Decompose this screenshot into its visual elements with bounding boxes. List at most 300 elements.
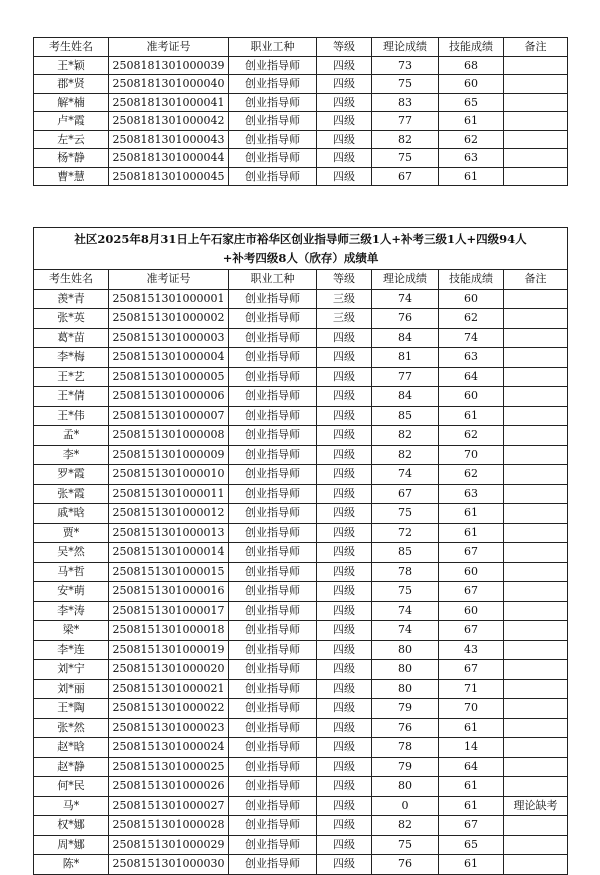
cell-level: 四级 [317, 56, 372, 75]
cell-occupation: 创业指导师 [229, 640, 317, 660]
cell-name: 何*民 [34, 777, 109, 797]
cell-skill-score: 74 [439, 328, 504, 348]
table-row [34, 328, 568, 348]
header-theory-score: 理论成绩 [372, 38, 439, 57]
cell-theory-score: 74 [372, 465, 439, 485]
cell-occupation: 创业指导师 [229, 406, 317, 426]
cell-name: 卢*霞 [34, 112, 109, 131]
header-occupation: 职业工种 [229, 270, 317, 290]
table-row [34, 149, 568, 168]
cell-level: 四级 [317, 484, 372, 504]
cell-level: 四级 [317, 465, 372, 485]
cell-exam-id: 2508151301000007 [109, 406, 229, 426]
cell-remark [504, 75, 568, 94]
cell-name: 张*英 [34, 309, 109, 329]
cell-remark [504, 348, 568, 368]
cell-exam-id: 2508151301000022 [109, 699, 229, 719]
cell-name: 张*然 [34, 718, 109, 738]
cell-occupation: 创业指导师 [229, 328, 317, 348]
cell-skill-score: 61 [439, 718, 504, 738]
cell-occupation: 创业指导师 [229, 738, 317, 758]
cell-skill-score: 60 [439, 75, 504, 94]
cell-skill-score: 70 [439, 699, 504, 719]
table-header-row [34, 38, 568, 57]
cell-skill-score: 63 [439, 348, 504, 368]
cell-exam-id: 2508151301000011 [109, 484, 229, 504]
cell-skill-score: 68 [439, 56, 504, 75]
cell-level: 四级 [317, 93, 372, 112]
cell-remark [504, 56, 568, 75]
cell-occupation: 创业指导师 [229, 679, 317, 699]
cell-skill-score: 65 [439, 93, 504, 112]
cell-skill-score: 67 [439, 660, 504, 680]
cell-remark [504, 738, 568, 758]
cell-exam-id: 2508151301000016 [109, 582, 229, 602]
cell-exam-id: 2508151301000012 [109, 504, 229, 524]
cell-exam-id: 2508151301000014 [109, 543, 229, 563]
cell-remark: 理论缺考 [504, 796, 568, 816]
cell-name: 马* [34, 796, 109, 816]
cell-remark [504, 601, 568, 621]
cell-exam-id: 2508151301000027 [109, 796, 229, 816]
cell-theory-score: 79 [372, 699, 439, 719]
cell-occupation: 创业指导师 [229, 149, 317, 168]
header-occupation: 职业工种 [229, 38, 317, 57]
section-title-line-1: 社区2025年8月31日上午石家庄市裕华区创业指导师三级1人+补考三级1人+四级94人 [74, 232, 527, 246]
cell-occupation: 创业指导师 [229, 112, 317, 131]
cell-remark [504, 757, 568, 777]
cell-skill-score: 60 [439, 387, 504, 407]
cell-remark [504, 387, 568, 407]
cell-skill-score: 61 [439, 855, 504, 875]
cell-theory-score: 74 [372, 289, 439, 309]
cell-remark [504, 562, 568, 582]
cell-remark [504, 660, 568, 680]
cell-level: 四级 [317, 640, 372, 660]
cell-level: 四级 [317, 367, 372, 387]
cell-name: 郡*贤 [34, 75, 109, 94]
header-level: 等级 [317, 38, 372, 57]
cell-skill-score: 62 [439, 426, 504, 446]
cell-theory-score: 82 [372, 445, 439, 465]
table-row [34, 855, 568, 875]
cell-level: 三级 [317, 309, 372, 329]
cell-remark [504, 167, 568, 186]
cell-exam-id: 2508151301000019 [109, 640, 229, 660]
cell-name: 杨*静 [34, 149, 109, 168]
cell-name: 罗*霞 [34, 465, 109, 485]
cell-name: 赵*晗 [34, 738, 109, 758]
cell-theory-score: 73 [372, 56, 439, 75]
cell-name: 刘*丽 [34, 679, 109, 699]
cell-level: 四级 [317, 816, 372, 836]
cell-skill-score: 61 [439, 504, 504, 524]
cell-name: 戚*晗 [34, 504, 109, 524]
cell-level: 四级 [317, 855, 372, 875]
table-row [34, 112, 568, 131]
cell-exam-id: 2508151301000028 [109, 816, 229, 836]
table-row [34, 543, 568, 563]
cell-level: 四级 [317, 426, 372, 446]
cell-skill-score: 43 [439, 640, 504, 660]
cell-level: 四级 [317, 167, 372, 186]
cell-remark [504, 835, 568, 855]
cell-name: 马*哲 [34, 562, 109, 582]
cell-name: 李*梅 [34, 348, 109, 368]
cell-theory-score: 81 [372, 348, 439, 368]
cell-occupation: 创业指导师 [229, 504, 317, 524]
table-row [34, 309, 568, 329]
cell-exam-id: 2508151301000026 [109, 777, 229, 797]
cell-exam-id: 2508151301000023 [109, 718, 229, 738]
cell-occupation: 创业指导师 [229, 387, 317, 407]
cell-theory-score: 85 [372, 406, 439, 426]
cell-theory-score: 77 [372, 367, 439, 387]
cell-remark [504, 367, 568, 387]
cell-level: 四级 [317, 835, 372, 855]
cell-remark [504, 484, 568, 504]
section-title [34, 228, 568, 270]
cell-remark [504, 289, 568, 309]
cell-remark [504, 149, 568, 168]
score-table-main [33, 227, 568, 875]
cell-name: 王*艺 [34, 367, 109, 387]
cell-remark [504, 621, 568, 641]
cell-theory-score: 78 [372, 738, 439, 758]
table-row [34, 504, 568, 524]
cell-exam-id: 2508151301000025 [109, 757, 229, 777]
table-row [34, 445, 568, 465]
cell-theory-score: 85 [372, 543, 439, 563]
cell-level: 四级 [317, 112, 372, 131]
cell-exam-id: 2508181301000045 [109, 167, 229, 186]
cell-remark [504, 699, 568, 719]
score-table-top [33, 37, 568, 186]
cell-skill-score: 64 [439, 757, 504, 777]
cell-exam-id: 2508151301000001 [109, 289, 229, 309]
cell-level: 四级 [317, 406, 372, 426]
cell-remark [504, 112, 568, 131]
cell-name: 李* [34, 445, 109, 465]
cell-theory-score: 76 [372, 855, 439, 875]
table-row [34, 387, 568, 407]
cell-exam-id: 2508151301000018 [109, 621, 229, 641]
table-row [34, 348, 568, 368]
header-name: 考生姓名 [34, 270, 109, 290]
cell-occupation: 创业指导师 [229, 367, 317, 387]
cell-exam-id: 2508181301000043 [109, 130, 229, 149]
cell-level: 四级 [317, 328, 372, 348]
cell-theory-score: 75 [372, 582, 439, 602]
table-row [34, 167, 568, 186]
table-row [34, 367, 568, 387]
cell-remark [504, 406, 568, 426]
cell-name: 贾* [34, 523, 109, 543]
cell-exam-id: 2508151301000004 [109, 348, 229, 368]
cell-exam-id: 2508151301000017 [109, 601, 229, 621]
cell-exam-id: 2508151301000020 [109, 660, 229, 680]
cell-occupation: 创业指导师 [229, 484, 317, 504]
cell-theory-score: 75 [372, 835, 439, 855]
cell-occupation: 创业指导师 [229, 309, 317, 329]
cell-name: 李*连 [34, 640, 109, 660]
cell-skill-score: 63 [439, 484, 504, 504]
cell-remark [504, 855, 568, 875]
cell-remark [504, 582, 568, 602]
cell-name: 梁* [34, 621, 109, 641]
cell-name: 解*楠 [34, 93, 109, 112]
cell-occupation: 创业指导师 [229, 777, 317, 797]
cell-level: 四级 [317, 679, 372, 699]
cell-occupation: 创业指导师 [229, 167, 317, 186]
cell-exam-id: 2508181301000039 [109, 56, 229, 75]
cell-level: 四级 [317, 582, 372, 602]
cell-theory-score: 80 [372, 660, 439, 680]
cell-occupation: 创业指导师 [229, 75, 317, 94]
table-row [34, 582, 568, 602]
table-row [34, 660, 568, 680]
cell-level: 四级 [317, 75, 372, 94]
cell-occupation: 创业指导师 [229, 582, 317, 602]
cell-exam-id: 2508181301000041 [109, 93, 229, 112]
cell-exam-id: 2508151301000030 [109, 855, 229, 875]
cell-theory-score: 83 [372, 93, 439, 112]
table-row [34, 718, 568, 738]
cell-exam-id: 2508151301000024 [109, 738, 229, 758]
cell-theory-score: 82 [372, 130, 439, 149]
cell-level: 四级 [317, 718, 372, 738]
cell-level: 四级 [317, 757, 372, 777]
header-level: 等级 [317, 270, 372, 290]
cell-occupation: 创业指导师 [229, 601, 317, 621]
cell-exam-id: 2508151301000006 [109, 387, 229, 407]
cell-remark [504, 426, 568, 446]
cell-occupation: 创业指导师 [229, 796, 317, 816]
cell-level: 四级 [317, 387, 372, 407]
cell-name: 左*云 [34, 130, 109, 149]
cell-occupation: 创业指导师 [229, 426, 317, 446]
cell-theory-score: 72 [372, 523, 439, 543]
cell-name: 曹*慧 [34, 167, 109, 186]
table-row [34, 777, 568, 797]
cell-theory-score: 74 [372, 601, 439, 621]
cell-theory-score: 0 [372, 796, 439, 816]
table-row [34, 406, 568, 426]
cell-exam-id: 2508151301000005 [109, 367, 229, 387]
cell-level: 四级 [317, 738, 372, 758]
cell-exam-id: 2508151301000003 [109, 328, 229, 348]
cell-occupation: 创业指导师 [229, 445, 317, 465]
cell-occupation: 创业指导师 [229, 835, 317, 855]
cell-occupation: 创业指导师 [229, 523, 317, 543]
table-row [34, 523, 568, 543]
cell-theory-score: 75 [372, 75, 439, 94]
cell-occupation: 创业指导师 [229, 289, 317, 309]
cell-remark [504, 328, 568, 348]
cell-level: 四级 [317, 445, 372, 465]
table-row [34, 679, 568, 699]
cell-occupation: 创业指导师 [229, 816, 317, 836]
table-row [34, 835, 568, 855]
cell-name: 羡*青 [34, 289, 109, 309]
cell-name: 陈* [34, 855, 109, 875]
cell-occupation: 创业指导师 [229, 562, 317, 582]
table-row [34, 93, 568, 112]
cell-skill-score: 67 [439, 816, 504, 836]
cell-exam-id: 2508151301000029 [109, 835, 229, 855]
cell-occupation: 创业指导师 [229, 465, 317, 485]
cell-remark [504, 523, 568, 543]
cell-theory-score: 74 [372, 621, 439, 641]
cell-exam-id: 2508151301000010 [109, 465, 229, 485]
cell-skill-score: 62 [439, 465, 504, 485]
table-row [34, 484, 568, 504]
table-row [34, 562, 568, 582]
cell-skill-score: 63 [439, 149, 504, 168]
cell-skill-score: 65 [439, 835, 504, 855]
cell-skill-score: 61 [439, 777, 504, 797]
cell-theory-score: 84 [372, 387, 439, 407]
cell-name: 王*颖 [34, 56, 109, 75]
cell-occupation: 创业指导师 [229, 543, 317, 563]
cell-skill-score: 62 [439, 130, 504, 149]
cell-exam-id: 2508151301000009 [109, 445, 229, 465]
cell-name: 安*萌 [34, 582, 109, 602]
cell-occupation: 创业指导师 [229, 621, 317, 641]
cell-level: 四级 [317, 601, 372, 621]
cell-occupation: 创业指导师 [229, 718, 317, 738]
cell-remark [504, 777, 568, 797]
cell-remark [504, 543, 568, 563]
table-header-row [34, 270, 568, 290]
cell-name: 吴*然 [34, 543, 109, 563]
cell-theory-score: 77 [372, 112, 439, 131]
table-row [34, 816, 568, 836]
cell-exam-id: 2508181301000042 [109, 112, 229, 131]
cell-skill-score: 61 [439, 167, 504, 186]
cell-theory-score: 67 [372, 167, 439, 186]
cell-name: 周*娜 [34, 835, 109, 855]
cell-remark [504, 816, 568, 836]
cell-level: 四级 [317, 543, 372, 563]
cell-level: 四级 [317, 348, 372, 368]
table-row [34, 640, 568, 660]
cell-exam-id: 2508181301000044 [109, 149, 229, 168]
cell-theory-score: 67 [372, 484, 439, 504]
cell-level: 四级 [317, 149, 372, 168]
cell-skill-score: 61 [439, 796, 504, 816]
header-name: 考生姓名 [34, 38, 109, 57]
cell-level: 四级 [317, 621, 372, 641]
cell-theory-score: 82 [372, 426, 439, 446]
cell-skill-score: 67 [439, 621, 504, 641]
table-row [34, 75, 568, 94]
cell-name: 赵*静 [34, 757, 109, 777]
cell-exam-id: 2508151301000002 [109, 309, 229, 329]
cell-level: 三级 [317, 289, 372, 309]
cell-skill-score: 60 [439, 562, 504, 582]
cell-remark [504, 640, 568, 660]
cell-skill-score: 61 [439, 112, 504, 131]
cell-name: 王*伟 [34, 406, 109, 426]
table-row [34, 621, 568, 641]
cell-name: 王*陶 [34, 699, 109, 719]
cell-occupation: 创业指导师 [229, 757, 317, 777]
header-theory-score: 理论成绩 [372, 270, 439, 290]
cell-exam-id: 2508151301000015 [109, 562, 229, 582]
cell-name: 王*倩 [34, 387, 109, 407]
header-exam-id: 准考证号 [109, 270, 229, 290]
section-title-line-2: +补考四级8人（欣存）成绩单 [222, 250, 379, 265]
cell-occupation: 创业指导师 [229, 93, 317, 112]
table-row [34, 699, 568, 719]
cell-remark [504, 504, 568, 524]
cell-level: 四级 [317, 660, 372, 680]
table-row [34, 796, 568, 816]
cell-remark [504, 718, 568, 738]
table-row [34, 601, 568, 621]
cell-skill-score: 61 [439, 406, 504, 426]
cell-name: 葛*苗 [34, 328, 109, 348]
cell-name: 孟* [34, 426, 109, 446]
cell-skill-score: 60 [439, 289, 504, 309]
cell-name: 李*涛 [34, 601, 109, 621]
cell-theory-score: 75 [372, 149, 439, 168]
table-row [34, 738, 568, 758]
table-row [34, 465, 568, 485]
table-row [34, 289, 568, 309]
cell-name: 刘*宁 [34, 660, 109, 680]
cell-skill-score: 64 [439, 367, 504, 387]
cell-theory-score: 80 [372, 640, 439, 660]
cell-level: 四级 [317, 504, 372, 524]
cell-occupation: 创业指导师 [229, 56, 317, 75]
cell-theory-score: 79 [372, 757, 439, 777]
cell-name: 张*霞 [34, 484, 109, 504]
cell-exam-id: 2508151301000021 [109, 679, 229, 699]
cell-exam-id: 2508151301000008 [109, 426, 229, 446]
header-remark: 备注 [504, 270, 568, 290]
cell-occupation: 创业指导师 [229, 660, 317, 680]
table-row [34, 56, 568, 75]
cell-skill-score: 60 [439, 601, 504, 621]
cell-remark [504, 445, 568, 465]
cell-occupation: 创业指导师 [229, 348, 317, 368]
header-skill-score: 技能成绩 [439, 270, 504, 290]
cell-level: 四级 [317, 130, 372, 149]
cell-theory-score: 84 [372, 328, 439, 348]
table-row [34, 130, 568, 149]
cell-theory-score: 82 [372, 816, 439, 836]
cell-level: 四级 [317, 796, 372, 816]
cell-remark [504, 679, 568, 699]
header-exam-id: 准考证号 [109, 38, 229, 57]
table-row [34, 426, 568, 446]
cell-theory-score: 80 [372, 777, 439, 797]
cell-skill-score: 67 [439, 582, 504, 602]
cell-level: 四级 [317, 777, 372, 797]
cell-name: 权*娜 [34, 816, 109, 836]
cell-remark [504, 309, 568, 329]
table-row [34, 757, 568, 777]
cell-remark [504, 93, 568, 112]
header-skill-score: 技能成绩 [439, 38, 504, 57]
cell-level: 四级 [317, 562, 372, 582]
cell-skill-score: 71 [439, 679, 504, 699]
cell-occupation: 创业指导师 [229, 699, 317, 719]
cell-theory-score: 75 [372, 504, 439, 524]
cell-exam-id: 2508181301000040 [109, 75, 229, 94]
